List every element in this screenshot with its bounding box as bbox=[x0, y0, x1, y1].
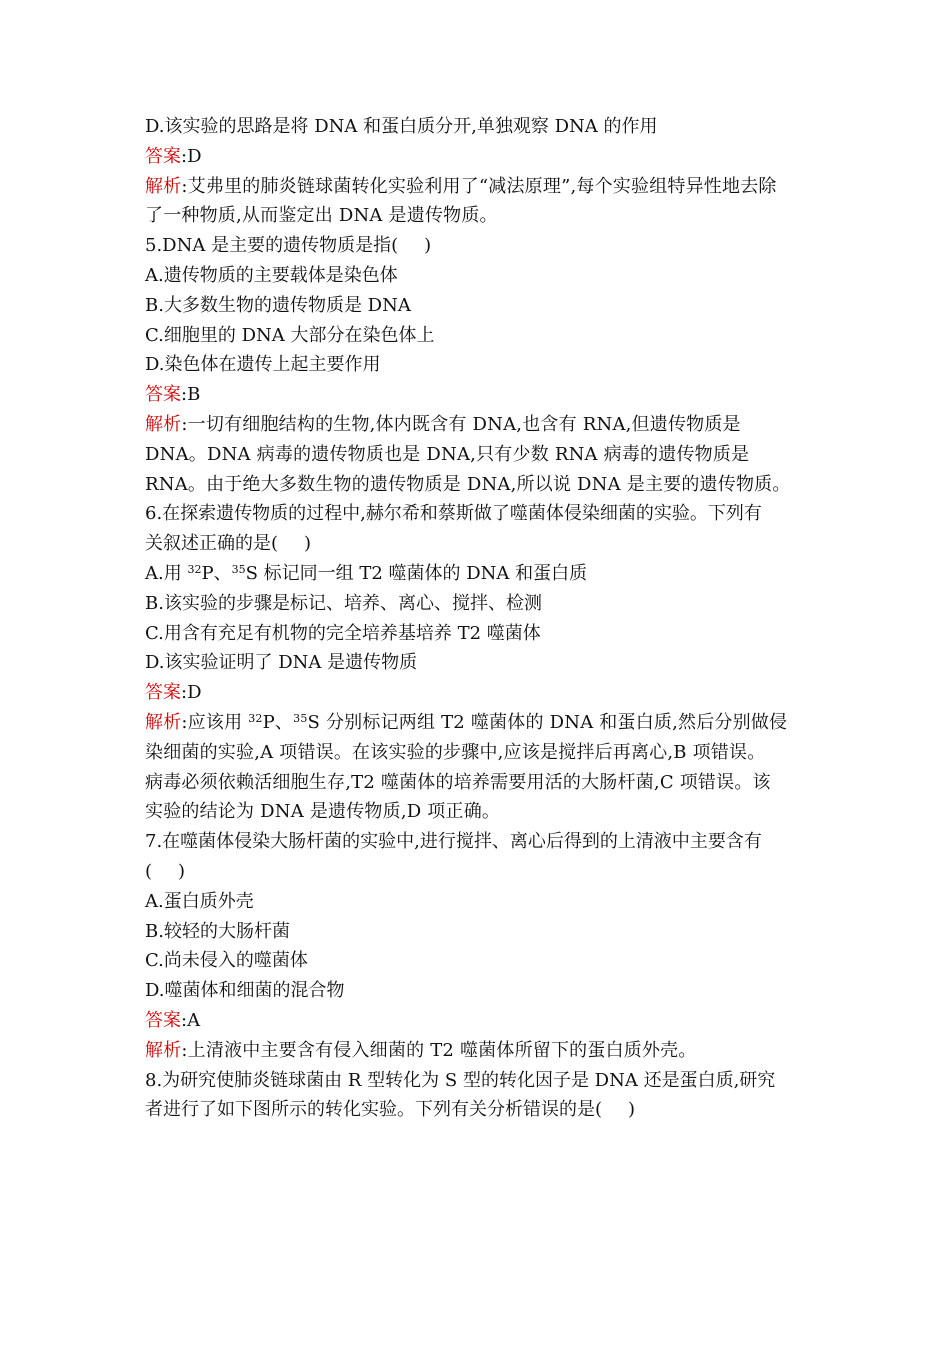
q4-explanation-line-1 bbox=[145, 172, 825, 202]
q6-stem-line-1: 6.在探索遗传物质的过程中,赫尔希和蔡斯做了噬菌体侵染细菌的实验。下列有 bbox=[145, 503, 762, 525]
q5-stem bbox=[145, 231, 825, 261]
q7-option-b: B.较轻的大肠杆菌 bbox=[145, 920, 290, 942]
q6-explanation-line-4: 实验的结论为 DNA 是遗传物质,D 项正确。 bbox=[145, 801, 501, 823]
answer-label: 答案 bbox=[145, 145, 181, 167]
q4-answer-line bbox=[145, 142, 825, 172]
explanation-label: 解析 bbox=[145, 175, 182, 197]
question-content bbox=[145, 112, 825, 1125]
q5-explanation-line-1 bbox=[145, 410, 825, 440]
q5-explanation-text-1: :一切有细胞结构的生物,体内既含有 DNA,也含有 RNA,但遗传物质是 bbox=[181, 413, 741, 435]
isotope-mass-s: 35 bbox=[231, 562, 246, 576]
q5-option-c: C.细胞里的 DNA 大部分在染色体上 bbox=[145, 324, 435, 346]
q7-explanation-line-1 bbox=[145, 1036, 825, 1066]
explanation-label: 解析 bbox=[145, 1039, 182, 1061]
q6-option-c: C.用含有充足有机物的完全培养基培养 T2 噬菌体 bbox=[145, 622, 541, 644]
q6-option-a bbox=[145, 559, 825, 589]
answer-label: 答案 bbox=[145, 1009, 181, 1031]
q5-answer-line bbox=[145, 380, 825, 410]
q8-stem-text: 者进行了如下图所示的转化实验。下列有关分析错误的是( bbox=[145, 1099, 603, 1121]
q4-explanation-line-2: 了一种物质,从而鉴定出 DNA 是遗传物质。 bbox=[145, 205, 498, 227]
q8-stem-line-2 bbox=[145, 1095, 825, 1125]
explanation-label: 解析 bbox=[145, 711, 182, 733]
q7-stem-open: ( bbox=[145, 860, 153, 882]
isotope-p-text: P、 bbox=[201, 562, 232, 584]
q7-answer-line bbox=[145, 1006, 825, 1036]
isotope-mass-s: 35 bbox=[293, 711, 308, 725]
q7-option-c: C.尚未侵入的噬菌体 bbox=[145, 950, 308, 972]
q6-answer-line bbox=[145, 678, 825, 708]
q7-answer-value: :A bbox=[181, 1009, 201, 1031]
answer-label: 答案 bbox=[145, 384, 181, 406]
isotope-mass-p: 32 bbox=[248, 711, 263, 725]
answer-label: 答案 bbox=[145, 682, 181, 704]
q6-explanation-line-1 bbox=[145, 708, 825, 738]
q7-stem-close: ) bbox=[178, 860, 186, 882]
q5-stem-text: 5.DNA 是主要的遗传物质是指( bbox=[145, 235, 399, 257]
q7-stem-line-1: 7.在噬菌体侵染大肠杆菌的实验中,进行搅拌、离心后得到的上清液中主要含有 bbox=[145, 831, 762, 853]
q5-stem-close: ) bbox=[424, 235, 432, 257]
q4-option-d: D.该实验的思路是将 DNA 和蛋白质分开,单独观察 DNA 的作用 bbox=[145, 116, 658, 137]
q6-stem-text: 关叙述正确的是( bbox=[145, 533, 279, 555]
q7-option-d: D.噬菌体和细菌的混合物 bbox=[145, 980, 345, 1002]
q6-option-b: B.该实验的步骤是标记、培养、离心、搅拌、检测 bbox=[145, 592, 542, 614]
q7-stem-line-2 bbox=[145, 857, 825, 887]
q6-explanation-rest: S 分别标记两组 T2 噬菌体的 DNA 和蛋白质,然后分别做侵 bbox=[307, 711, 788, 733]
q6-explanation-prefix: :应该用 bbox=[181, 711, 249, 733]
q6-answer-value: :D bbox=[181, 682, 202, 704]
q6-option-a-prefix: A.用 bbox=[145, 562, 188, 584]
explanation-label: 解析 bbox=[145, 413, 182, 435]
q5-answer-value: :B bbox=[181, 384, 201, 406]
q6-option-a-rest: S 标记同一组 T2 噬菌体的 DNA 和蛋白质 bbox=[245, 562, 588, 584]
q8-stem-close: ) bbox=[628, 1099, 636, 1121]
q6-stem-close: ) bbox=[304, 533, 312, 555]
q8-stem-line-1: 8.为研究使肺炎链球菌由 R 型转化为 S 型的转化因子是 DNA 还是蛋白质,研究 bbox=[145, 1069, 776, 1091]
q5-explanation-line-3: RNA。由于绝大多数生物的遗传物质是 DNA,所以说 DNA 是主要的遗传物质。 bbox=[145, 473, 791, 495]
q5-option-b: B.大多数生物的遗传物质是 DNA bbox=[145, 294, 411, 316]
isotope-mass-p: 32 bbox=[187, 562, 202, 576]
q4-answer-value: :D bbox=[181, 145, 202, 167]
q5-option-d: D.染色体在遗传上起主要作用 bbox=[145, 354, 381, 376]
q6-option-d: D.该实验证明了 DNA 是遗传物质 bbox=[145, 652, 418, 674]
q6-stem-line-2 bbox=[145, 529, 825, 559]
q6-explanation-line-3: 病毒必须依赖活细胞生存,T2 噬菌体的培养需要用活的大肠杆菌,C 项错误。该 bbox=[145, 771, 771, 793]
q4-explanation-text-1: :艾弗里的肺炎链球菌转化实验利用了“减法原理”,每个实验组特异性地去除 bbox=[181, 175, 777, 197]
q5-option-a: A.遗传物质的主要载体是染色体 bbox=[145, 264, 398, 286]
q7-option-a: A.蛋白质外壳 bbox=[145, 890, 254, 912]
q6-explanation-line-2: 染细菌的实验,A 项错误。在该实验的步骤中,应该是搅拌后再离心,B 项错误。 bbox=[145, 741, 766, 763]
q7-explanation-text-1: :上清液中主要含有侵入细菌的 T2 噬菌体所留下的蛋白质外壳。 bbox=[181, 1039, 697, 1061]
q5-explanation-line-2: DNA。DNA 病毒的遗传物质也是 DNA,只有少数 RNA 病毒的遗传物质是 bbox=[145, 443, 750, 465]
isotope-p-text: P、 bbox=[262, 711, 294, 733]
